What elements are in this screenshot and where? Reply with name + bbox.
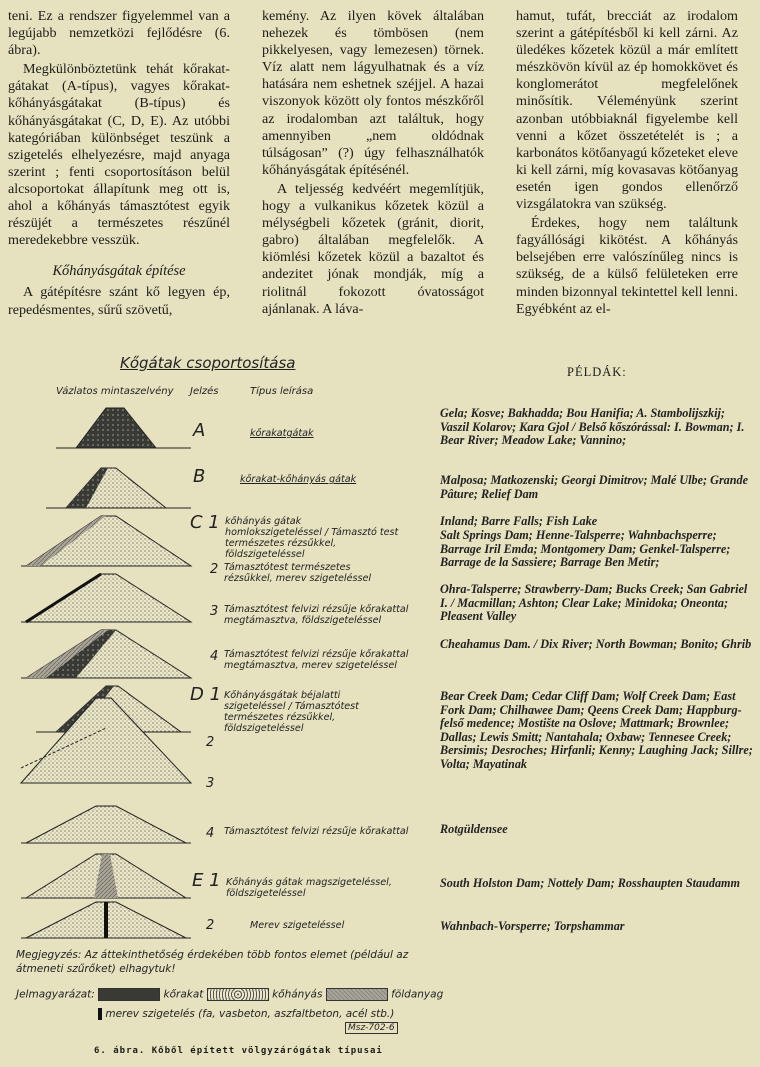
paragraph: A gátépítésre szánt kő legyen ép, repedésmentes, sűrű szövetű, [8, 284, 230, 318]
code-d4: 4 [206, 826, 215, 841]
paragraph: kemény. Az ilyen kövek általában nehezek és tömbösen (nem pikkelyesen, vagy lemezesen) törnek. Víz alatt nem lágyulhatnak és a víz hatására nem eshetnek széjjel. A hazai viszonyok között oly fontos mészkőről az irodalomban azt találtuk, hogy amennyiben „nem oldódnak túlságosan” (?) úgy felhasználhatók kőhányásgátak építésénél. [262, 8, 484, 178]
code-c3: 3 [210, 604, 219, 619]
examples-a: Gela; Kosve; Bakhadda; Bou Hanifia; A. Stambolijszkij; Vaszil Kolarov; Kara Gjol / Belső kőszórással: I. Bowman; I. Bear River; Meadow Lake; Vannino; [440, 406, 745, 447]
section-heading: Kőhányásgátak építése [52, 263, 186, 280]
examples-e2: Wahnbach-Vorsperre; Torpshammar [440, 919, 625, 933]
figure-note: Megjegyzés: Az áttekinthetőség érdekében több fontos elemet (például az átmeneti szűrőket) elhagytuk! [16, 949, 409, 975]
desc-d1: Kőhányásgátak béjalatti szigeteléssel / Támasztótest természetes rézsűkkel, földszigeteléssel [224, 690, 359, 734]
dam-sketches [16, 398, 196, 948]
sketch-b [46, 468, 191, 508]
examples-c4: Cheahamus Dam. / Dix River; North Bowman; Bonito; Ghrib [440, 637, 752, 651]
examples-c3: Ohra-Talsperre; Strawberry-Dam; Bucks Creek; San Gabriel I. / Macmillan; Ashton; Clear Lake; Minidoka; Oneonta; Pleasent Valley [440, 582, 748, 623]
desc-b: kőrakat-kőhányás gátak [240, 474, 357, 485]
code-b: B [193, 466, 206, 487]
legend-rigid [98, 1008, 394, 1020]
text-column-2 [262, 8, 484, 320]
code-a: A [193, 420, 206, 441]
sketch-d4 [21, 806, 191, 843]
code-c1: C 1 [190, 512, 220, 533]
code-d3: 3 [206, 776, 215, 791]
examples-header: PÉLDÁK: [567, 365, 627, 379]
legend-rigid-swatch [98, 1008, 102, 1020]
sketch-e2 [21, 902, 191, 938]
legend-earth-swatch [326, 988, 388, 1001]
examples-e1: South Holston Dam; Nottely Dam; Rosshaupten Staudamm [440, 876, 741, 890]
examples-d4: Rotgüldensee [440, 822, 508, 836]
legend [16, 988, 443, 1001]
paragraph: teni. Ez a rendszer figyelemmel van a legújabb nemzetközi fejlődésre (6. ábra). [8, 8, 230, 59]
figure-title: Kőgátak csoportosítása [120, 354, 296, 372]
desc-a: kőrakatgátak [250, 428, 314, 439]
desc-c1: kőhányás gátak homlokszigeteléssel / Támasztó test természetes rézsűkkel, földszigeteléssel [225, 516, 399, 560]
text-column-3 [516, 8, 738, 320]
desc-c2: Támasztótest természetes rézsűkkel, merev szigeteléssel [224, 562, 372, 584]
paragraph: A teljesség kedvéért megemlítjük, hogy a vulkanikus kőzetek közül a mélységbeli kőzetek (gránit, diorit, gabro) általában megfelelők. A kiömlési kőzetek közül a bazaltot és andezitet jónak mondják, míg a riolitnál fokozott óvatosságot ajánlanak. A láva- [262, 180, 484, 317]
sketch-d1 [21, 698, 191, 783]
sketch-a [56, 408, 191, 448]
legend-rock-label: kőrakat [163, 988, 204, 1001]
sketch-c1 [21, 516, 191, 566]
desc-c3: Támasztótest felvizi rézsűje kőrakattal megtámasztva, földszigeteléssel [224, 604, 409, 626]
code-c2: 2 [210, 562, 219, 577]
legend-label: Jelmagyarázat: [16, 988, 95, 1001]
code-e1: E 1 [192, 870, 221, 891]
paragraph: Megkülönböztetünk tehát kőrakat-gátakat (A-típus), vagyes kőrakat-kőhányásgátakat (B-típus) és kőhányásgátakat (C, D, E). Az utóbbi kategóriában különbséget teszünk a szigetelés elhelyezésre, majd anyaga szerint ; fenti csoportosításon belül alcsoportokat állapítunk meg ott is, ahol a kőhányás támasztótest egyik részüjét a természetes részűnél meredekebbre vesszük. [8, 61, 230, 249]
sketch-c3 [21, 630, 191, 678]
text-column-1 [8, 8, 230, 321]
code-d1: D 1 [190, 684, 222, 705]
desc-d4: Támasztótest felvizi rézsűje kőrakattal [224, 826, 409, 837]
col-header-type: Típus leírása [250, 386, 314, 397]
desc-e1: Kőhányás gátak magszigeteléssel, földszigeteléssel [226, 877, 392, 899]
examples-b: Malposa; Matkozenski; Georgi Dimitrov; Malé Ulbe; Grande Pâture; Relief Dam [440, 473, 749, 501]
code-e2: 2 [206, 918, 215, 933]
paragraph: hamut, tufát, brecciát az irodalom szerint a gátépítésből ki kell zárni. Az üledékes kőzetek közül a már említett mészkövön kívül az ép homokkövet és konglomerátot megfelelőnek minősítik. Véleményünk szerint azonban utóbbiaknál figyelembe kell venni a kőzet összetételét is ; a karbonátos kötőanyagú kőzeteket eleve ki kell zárni, míg kovasavas kötőanyag esetén igen gondos ellenőrző vizsgálatokra van szükség. [516, 8, 738, 213]
sketch-c2 [21, 574, 191, 622]
legend-rockfill-label: kőhányás [272, 988, 323, 1001]
code-c4: 4 [210, 649, 219, 664]
sketch-e1 [21, 854, 191, 898]
examples-d1: Bear Creek Dam; Cedar Cliff Dam; Wolf Creek Dam; East Fork Dam; Chilhawee Dam; Qeens Creek Dam; Happburg-felső medence; Mostište na Oslove; Mattmark; Brownlee; Dallas; Lewis Smitt; Nantahala; Oxbaw; Tennesee Creek; Bersimis; Desroches; Hirfanli; Kenny; Laughing Jack; Sillre; Volta; Mayatinak [440, 689, 753, 771]
figure-ref: Msz-702-6 [345, 1022, 398, 1034]
code-d2: 2 [206, 735, 215, 750]
examples-c1: Inland; Barre Falls; Fish Lake [440, 514, 598, 528]
legend-rockfill-swatch [207, 988, 269, 1001]
col-header-sketch: Vázlatos mintaszelvény [56, 386, 174, 397]
legend-rock-swatch [98, 988, 160, 1001]
paragraph: Érdekes, hogy nem találtunk fagyállósági kikötést. A kőhányás belsejében erre valószínűleg nincs is szükség, de a külső felületeken erre minden bizonnyal tekintettel kell lenni. Egyébként az el- [516, 215, 738, 317]
legend-earth-label: földanyag [391, 988, 444, 1001]
figure-caption: 6. ábra. Kőből épített völgyzárógátak típusai [94, 1046, 383, 1056]
desc-e2: Merev szigeteléssel [250, 920, 345, 931]
desc-c4: Támasztótest felvizi rézsűje kőrakattal megtámasztva, merev szigeteléssel [224, 649, 409, 671]
legend-rigid-label: merev szigetelés (fa, vasbeton, aszfaltbeton, acél stb.) [105, 1008, 395, 1020]
examples-c2: Salt Springs Dam; Henne-Talsperre; Wahnbachsperre; Barrage Iril Emda; Montgomery Dam; Genkel-Talsperre; Barrage de la Sassiere; Barrage Ben Metir; [440, 528, 731, 569]
col-header-code: Jelzés [190, 386, 219, 397]
